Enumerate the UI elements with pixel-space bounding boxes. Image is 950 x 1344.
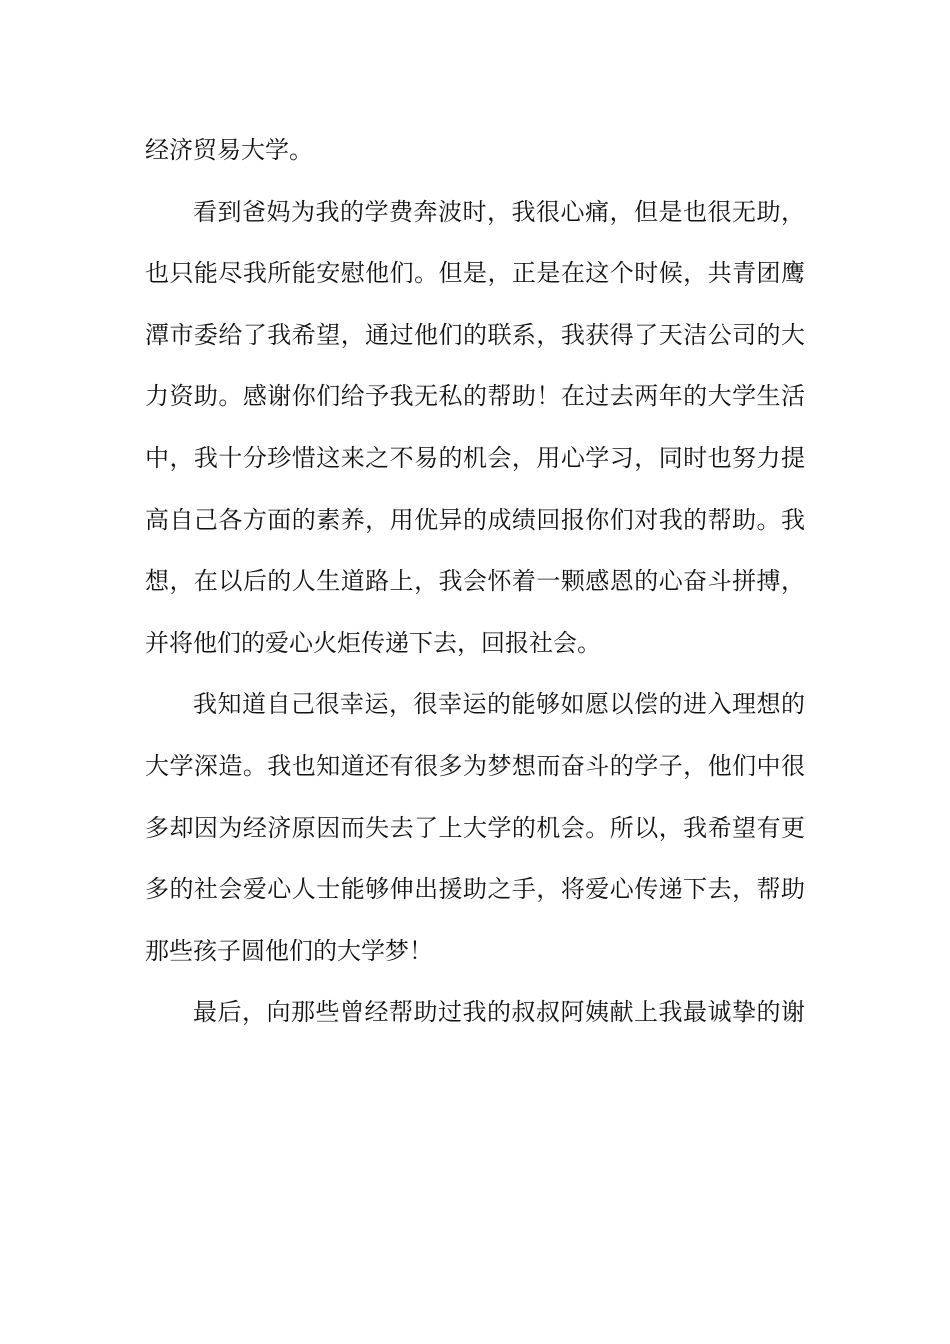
text-line: 经济贸易大学。 (145, 136, 313, 164)
text-line: 潭市委给了我希望，通过他们的联系，我获得了天洁公司的大 (145, 320, 805, 349)
text-line: 大学深造。我也知道还有很多为梦想而奋斗的学子，他们中很 (145, 751, 805, 780)
paragraph (145, 120, 805, 182)
text-line: 多的社会爱心人士能够伸出援助之手，将爱心传递下去，帮助 (145, 875, 805, 904)
text-line: 中，我十分珍惜这来之不易的机会，用心学习，同时也努力提 (145, 443, 805, 472)
text-line: 最后，向那些曾经帮助过我的叔叔阿姨献上我最诚挚的谢 (193, 998, 805, 1027)
text-line: 高自己各方面的素养，用优异的成绩回报你们对我的帮助。我 (145, 505, 805, 534)
paragraph (145, 182, 805, 675)
text-line: 我知道自己很幸运，很幸运的能够如愿以偿的进入理想的 (193, 690, 805, 719)
text-line: 看到爸妈为我的学费奔波时，我很心痛，但是也很无助， (193, 197, 805, 226)
text-line: 也只能尽我所能安慰他们。但是，正是在这个时候，共青团鹰 (145, 259, 805, 288)
text-line: 多却因为经济原因而失去了上大学的机会。所以，我希望有更 (145, 813, 805, 842)
document-body (145, 120, 805, 1044)
text-line: 那些孩子圆他们的大学梦！ (145, 936, 433, 965)
paragraph (145, 674, 805, 982)
text-line: 想，在以后的人生道路上，我会怀着一颗感恩的心奋斗拼搏， (145, 567, 805, 596)
text-line: 力资助。感谢你们给予我无私的帮助！在过去两年的大学生活 (145, 382, 805, 411)
paragraph (145, 982, 805, 1044)
text-line: 并将他们的爱心火炬传递下去，回报社会。 (145, 628, 601, 657)
